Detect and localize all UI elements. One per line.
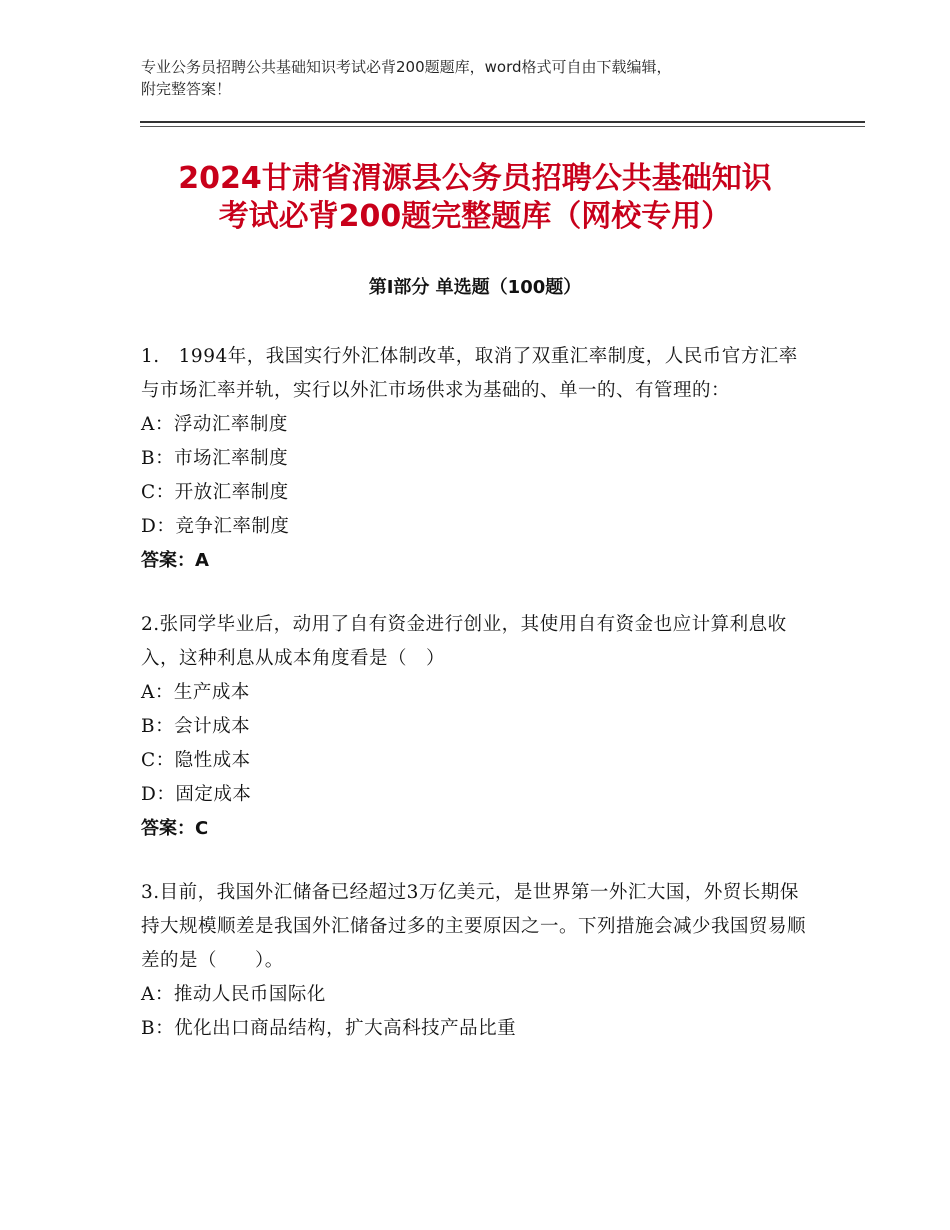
answer-label: 答案：C xyxy=(141,818,209,839)
section-title: 第Ⅰ部分 单选题（100题） xyxy=(368,277,582,298)
document-title xyxy=(100,160,850,236)
option-a: A：生产成本 xyxy=(141,682,250,703)
option-a: A：浮动汇率制度 xyxy=(141,414,288,435)
question-stem: 3.目前，我国外汇储备已经超过3万亿美元，是世界第一外汇大国，外贸长期保持大规模顺差是我国外汇储备过多的主要原因之一。下列措施会减少我国贸易顺差的是（ ）。 xyxy=(141,882,807,971)
answer-label: 答案：A xyxy=(141,550,209,571)
header-divider-thin xyxy=(140,126,865,127)
question-stem: 1. 1994年，我国实行外汇体制改革，取消了双重汇率制度，人民币官方汇率与市场汇率并轨，实行以外汇市场供求为基础的、单一的、有管理的： xyxy=(141,346,798,401)
header-note-line-1: 专业公务员招聘公共基础知识考试必背200题题库，word格式可自由下载编辑， xyxy=(141,58,672,76)
option-b: B：优化出口商品结构，扩大高科技产品比重 xyxy=(141,1018,517,1039)
option-d: D：竞争汇率制度 xyxy=(141,516,290,537)
option-a: A：推动人民币国际化 xyxy=(141,984,326,1005)
option-c: C：隐性成本 xyxy=(141,750,251,771)
option-c: C：开放汇率制度 xyxy=(141,482,289,503)
option-b: B：市场汇率制度 xyxy=(141,448,289,469)
option-b: B：会计成本 xyxy=(141,716,251,737)
question-stem: 2.张同学毕业后，动用了自有资金进行创业，其使用自有资金也应计算利息收入，这种利息从成本角度看是（ ） xyxy=(141,614,787,669)
header-divider-thick xyxy=(140,121,865,123)
question-2 xyxy=(141,608,811,846)
question-1 xyxy=(141,340,811,578)
question-3 xyxy=(141,876,811,1046)
option-d: D：固定成本 xyxy=(141,784,252,805)
document-title-line-1: 2024甘肃省渭源县公务员招聘公共基础知识 xyxy=(178,161,772,196)
question-list xyxy=(141,340,811,1076)
header-note xyxy=(141,56,821,100)
header-note-line-2: 附完整答案！ xyxy=(141,80,232,98)
document-title-line-2: 考试必背200题完整题库（网校专用） xyxy=(218,199,732,234)
